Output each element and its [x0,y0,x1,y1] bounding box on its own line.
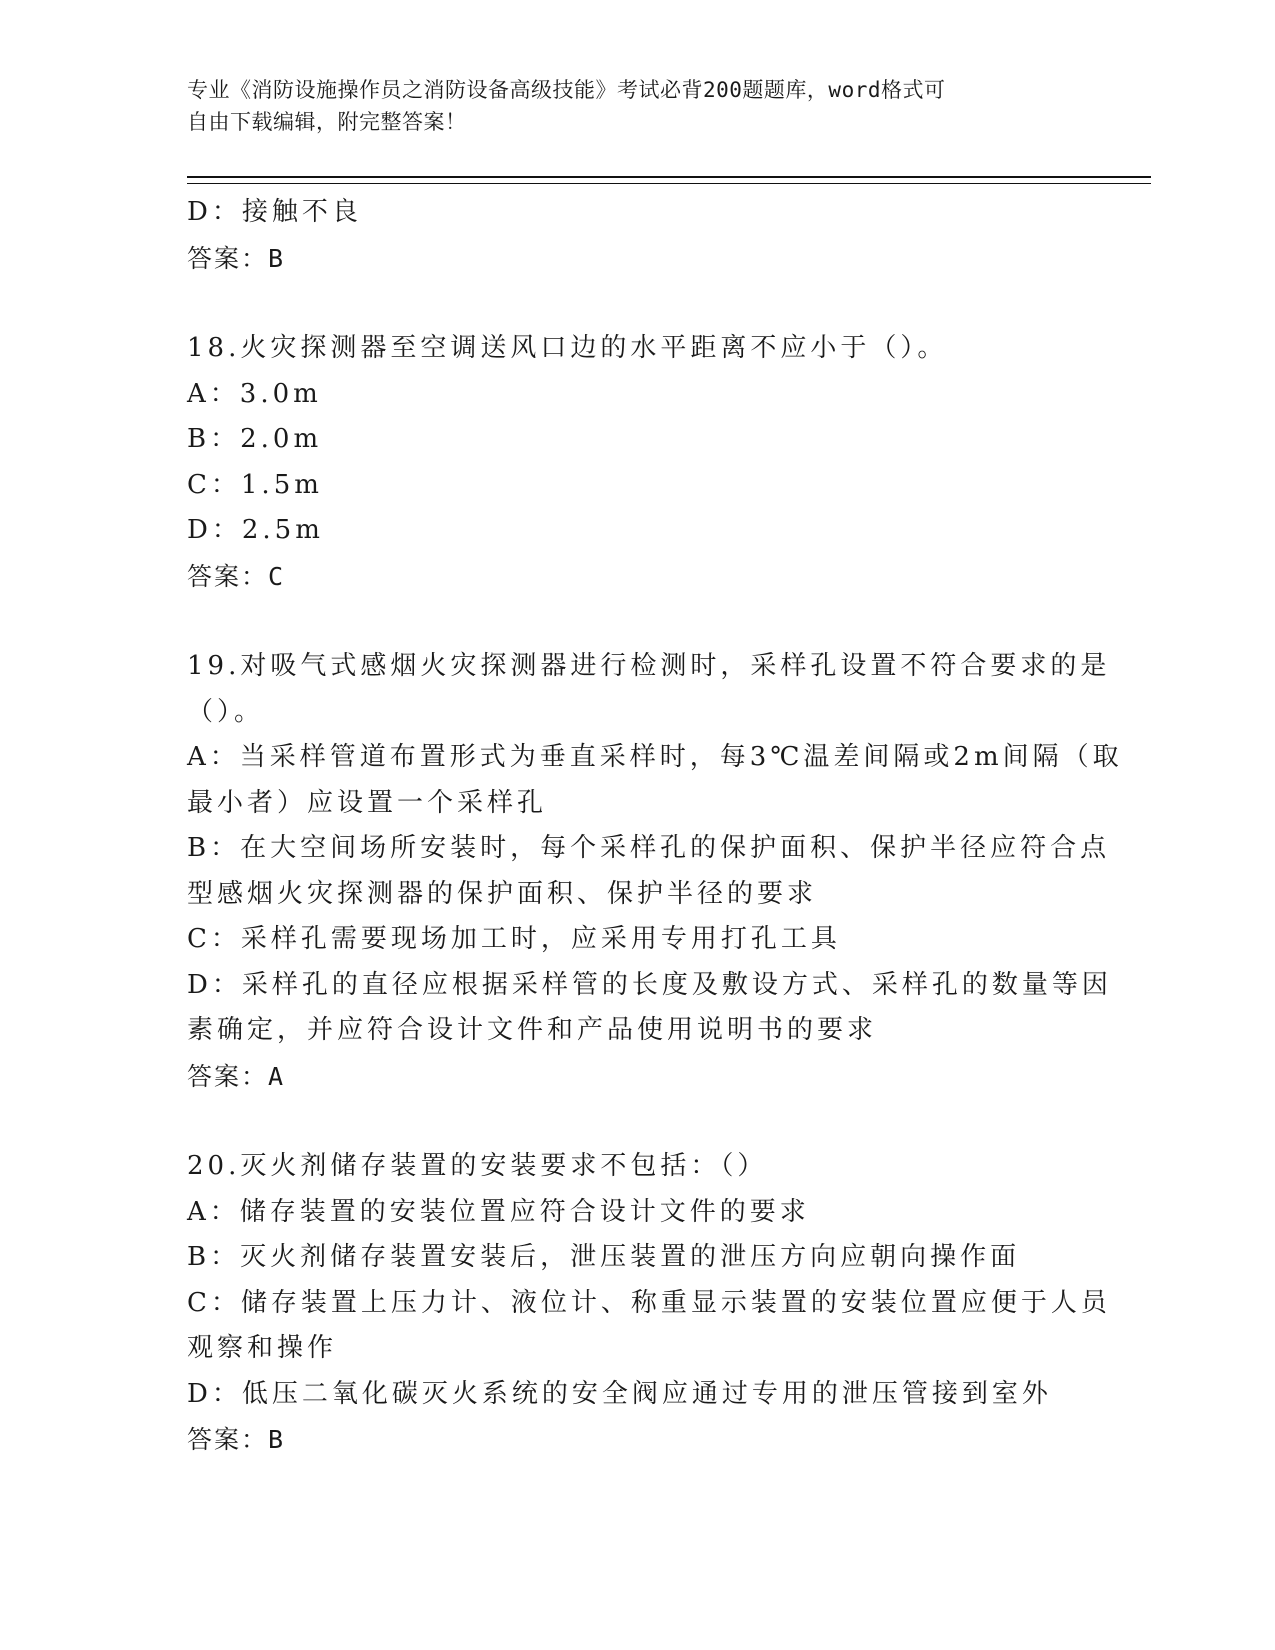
option-a: A：3.0m [187,378,322,409]
option-a-line-1: A：当采样管道布置形式为垂直采样时，每3℃温差间隔或2m间隔（取 [187,742,1123,772]
option-b-line-2: 型感烟火灾探测器的保护面积、保护半径的要求 [187,878,818,909]
option-b: B：2.0m [187,424,323,454]
header-divider [187,176,1151,184]
answer-label: 答案：B [187,243,286,273]
option-d-line-2: 素确定，并应符合设计文件和产品使用说明书的要求 [187,1015,878,1045]
option-a: A：储存装置的安装位置应符合设计文件的要求 [187,1196,810,1227]
answer-label: 答案：B [187,1425,286,1454]
question-stem: 18.火灾探测器至空调送风口边的水平距离不应小于（）。 [187,333,948,363]
question-stem-line-2: （）。 [187,696,265,727]
option-c: C：采样孔需要现场加工时，应采用专用打孔工具 [187,924,841,954]
option-d: D：2.5m [187,515,324,545]
header-line-1: 专业《消防设施操作员之消防设备高级技能》考试必背200题题库，word格式可 [187,78,946,102]
page-header [187,74,1087,138]
option-c-line-2: 观察和操作 [187,1333,338,1363]
option-d: D：低压二氧化碳灭火系统的安全阀应通过专用的泄压管接到室外 [187,1378,1052,1409]
answer-label: 答案：C [187,561,286,591]
option-a-line-2: 最小者）应设置一个采样孔 [187,787,548,818]
option-d-line-1: D：采样孔的直径应根据采样管的长度及敷设方式、采样孔的数量等因 [187,969,1112,1000]
option-d: D：接触不良 [187,197,362,227]
question-stem-line-1: 19.对吸气式感烟火灾探测器进行检测时，采样孔设置不符合要求的是 [187,651,1111,681]
answer-label: 答案：A [187,1061,286,1091]
question-19 [187,644,1123,1099]
option-b-line-1: B：在大空间场所安装时，每个采样孔的保护面积、保护半径应符合点 [187,833,1111,863]
question-stem: 20.灭火剂储存装置的安装要求不包括：（） [187,1151,768,1181]
option-c-line-1: C：储存装置上压力计、液位计、称重显示装置的安装位置应便于人员 [187,1287,1111,1318]
header-line-2: 自由下载编辑，附完整答案！ [187,110,467,134]
option-c: C：1.5m [187,469,323,500]
question-18 [187,326,1087,599]
option-b: B：灭火剂储存装置安装后，泄压装置的泄压方向应朝向操作面 [187,1242,1021,1272]
question-20 [187,1144,1111,1463]
document-body [187,190,1123,1463]
